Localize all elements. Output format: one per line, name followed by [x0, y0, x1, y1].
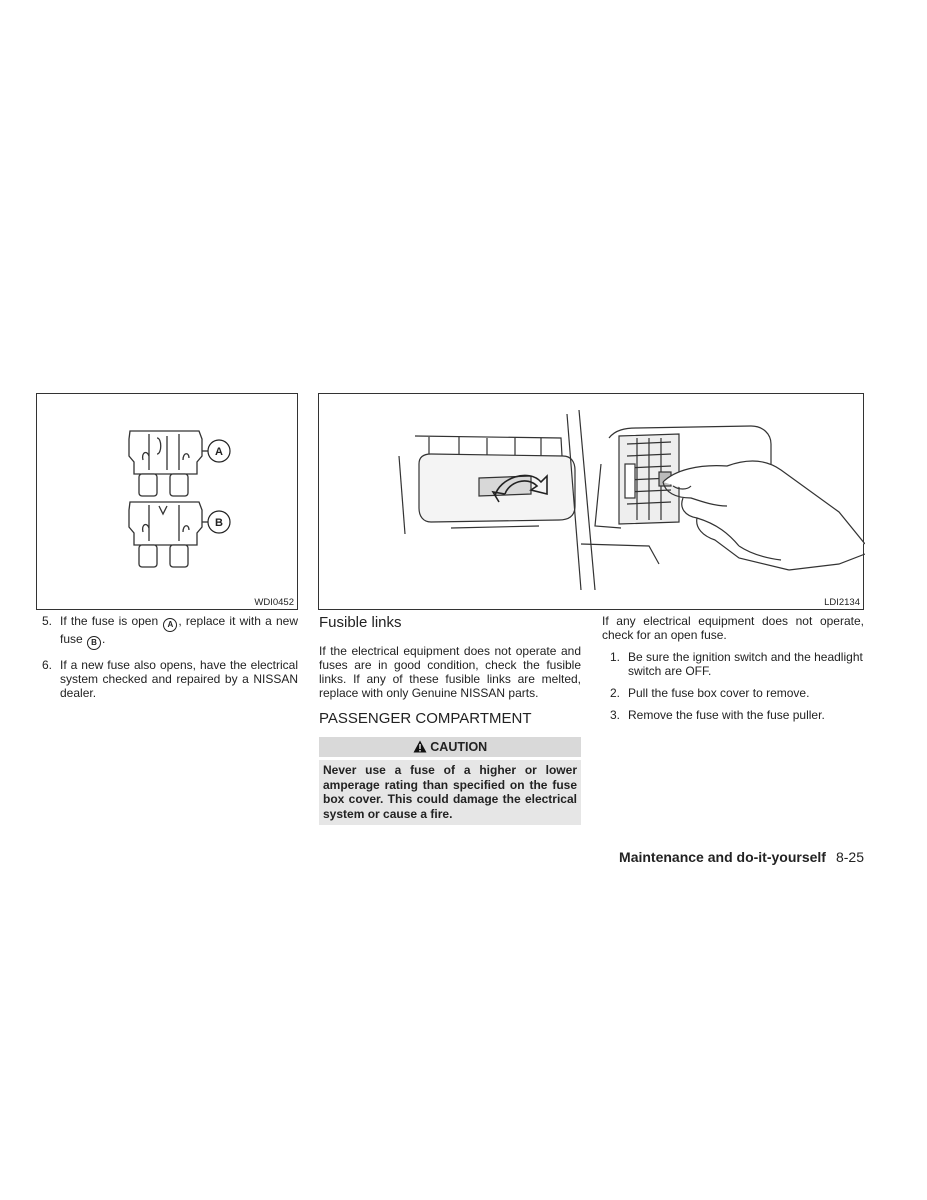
warning-icon — [413, 740, 427, 753]
item-number: 5. — [42, 614, 53, 628]
caution-text: Never use a fuse of a higher or lower amperage rating than specified on the fuse box cover. This could damage the electrical system or cause a fire. — [319, 760, 581, 825]
item-text: Pull the fuse box cover to remove. — [628, 686, 810, 700]
footer-section-title: Maintenance and do-it-yourself — [619, 849, 826, 865]
intro-paragraph: If any electrical equipment does not operate, check for an open fuse. — [602, 614, 864, 642]
page-footer — [619, 849, 864, 865]
figure-code: LDI2134 — [824, 597, 860, 608]
subsection-heading: PASSENGER COMPARTMENT — [319, 710, 532, 727]
callout-a: A — [215, 446, 223, 458]
column-right — [602, 614, 864, 730]
fuse-box-figure — [318, 393, 864, 610]
item-text: Remove the fuse with the fuse puller. — [628, 708, 825, 722]
column-middle — [319, 614, 581, 825]
callout-b-ref: B — [87, 636, 101, 650]
fuse-illustration — [37, 394, 299, 611]
item-text: If a new fuse also opens, have the electrical system checked and repaired by a NISSAN dealer. — [60, 658, 298, 700]
callout-b: B — [215, 517, 223, 529]
list-item — [610, 686, 864, 700]
column-left — [42, 614, 298, 708]
item-number: 1. — [610, 650, 621, 664]
item-text: Be sure the ignition switch and the headlight switch are OFF. — [628, 650, 863, 678]
list-item — [610, 650, 864, 678]
callout-a-ref: A — [163, 618, 177, 632]
figure-code: WDI0452 — [254, 597, 294, 608]
fuse-figure — [36, 393, 298, 610]
steps-list — [602, 650, 864, 722]
list-item — [42, 614, 298, 650]
list-item — [610, 708, 864, 722]
page-number: 8-25 — [835, 849, 864, 865]
item-number: 2. — [610, 686, 621, 700]
caution-label: CAUTION — [430, 740, 488, 754]
list-item — [42, 658, 298, 700]
section-heading: Fusible links — [319, 614, 402, 631]
item-number: 6. — [42, 658, 53, 672]
caution-header — [319, 737, 581, 757]
paragraph: If the electrical equipment does not operate and fuses are in good condition, check the fusible links. If any of these fusible links are melted, replace with only Genuine NISSAN parts. — [319, 644, 581, 700]
fuse-box-illustration — [319, 394, 865, 611]
caution-box — [319, 737, 581, 825]
item-text: If the fuse is open A , replace it with a new fuse B . — [60, 614, 298, 650]
item-number: 3. — [610, 708, 621, 722]
